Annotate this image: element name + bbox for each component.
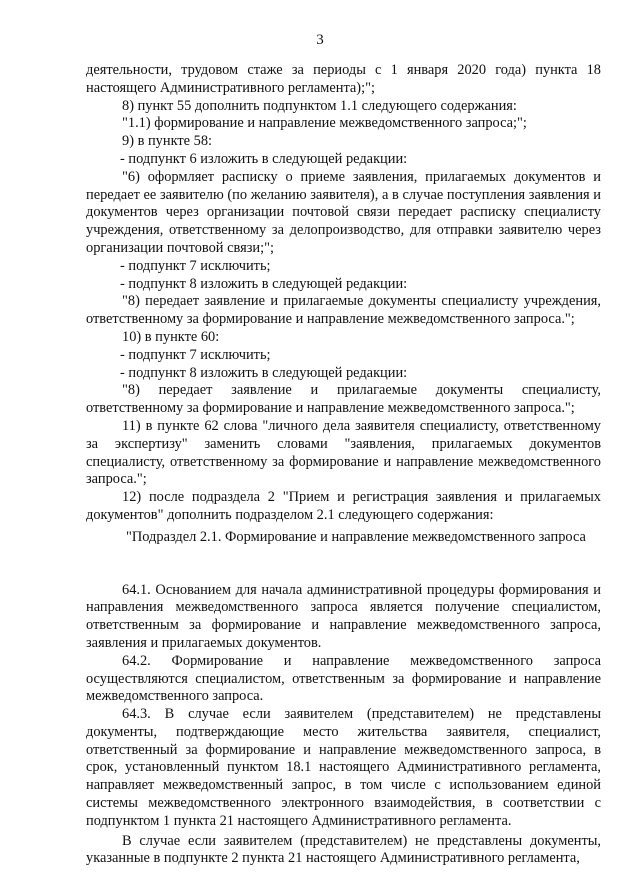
paragraph-case-continuation: В случае если заявителем (представителем) не представлены документы, указанные в подпункте 2 пункта 21 настоящего Административного регламента, xyxy=(86,832,601,867)
page-number: 3 xyxy=(316,32,324,48)
paragraph-64-2: 64.2. Формирование и направление межведомственного запроса осуществляются специалистом, ответственным за формирование и направление межведомственного запроса. xyxy=(86,652,601,705)
paragraph-64-3: 64.3. В случае если заявителем (представителем) не представлены документы, подтверждающие место жительства заявителя, специалист, ответственный за формирование и направление межведомственного запроса, в срок, установленный пунктом 18.1 настоящего Административного регламента, направляет межведомственный запрос, в том числе с использованием единой системы межведомственного электронного взаимодействия, в соответствии с подпунктом 1 пункта 21 настоящего Административного регламента. xyxy=(86,706,601,829)
paragraph-subitem-6-edit: - подпункт 6 изложить в следующей редакции: xyxy=(120,150,408,167)
paragraph-item-12: 12) после подраздела 2 "Прием и регистрация заявления и прилагаемых документов" дополнить подразделом 2.1 следующего содержания: xyxy=(86,489,601,523)
paragraph-quote-6: "6) оформляет расписку о приеме заявления, прилагаемых документов и передает ее заявителю (по желанию заявителя), а в случае поступления заявления и документов через организации почтовой связи передает расписку специалисту учреждения, ответственному за делопроизводство, для отправки заявителю через организации почтовой связи;"; xyxy=(86,168,601,256)
paragraph-continuation: деятельности, трудовом стаже за периоды с 1 января 2020 года) пункта 18 настоящего Административного регламента);"; xyxy=(86,62,601,96)
paragraph-quote-8-2: "8) передает заявление и прилагаемые документы специалисту, ответственному за формирование и направление межведомственного запроса."; xyxy=(86,382,601,417)
paragraph-subitem-8-edit: - подпункт 8 изложить в следующей редакции: xyxy=(120,275,408,292)
paragraph-item-9: 9) в пункте 58: xyxy=(122,133,213,150)
paragraph-subitem-8-edit-2: - подпункт 8 изложить в следующей редакции: xyxy=(120,364,408,381)
paragraph-subitem-7-exclude-2: - подпункт 7 исключить; xyxy=(120,346,271,363)
paragraph-quote-1-1: "1.1) формирование и направление межведомственного запроса;"; xyxy=(122,115,527,132)
paragraph-subitem-7-exclude: - подпункт 7 исключить; xyxy=(120,257,271,274)
subsection-heading: "Подраздел 2.1. Формирование и направление межведомственного запроса xyxy=(126,528,586,545)
document-body xyxy=(86,62,601,868)
paragraph-64-1: 64.1. Основанием для начала административной процедуры формирования и направления межведомственного запроса является получение специалистом, ответственным за формирование и направление межведомственного запроса, заявления и прилагаемых документов. xyxy=(86,581,601,651)
paragraph-quote-8: "8) передает заявление и прилагаемые документы специалисту учреждения, ответственному за формирование и направление межведомственного запроса."; xyxy=(86,293,601,328)
paragraph-item-8: 8) пункт 55 дополнить подпунктом 1.1 следующего содержания: xyxy=(122,97,517,114)
paragraph-item-10: 10) в пункте 60: xyxy=(122,328,220,345)
paragraph-item-11: 11) в пункте 62 слова "личного дела заявителя специалисту, ответственному за экспертизу" заменить словами "заявления, прилагаемых документов специалисту, ответственному за формирование и направление межведомственного запроса."; xyxy=(86,417,601,488)
